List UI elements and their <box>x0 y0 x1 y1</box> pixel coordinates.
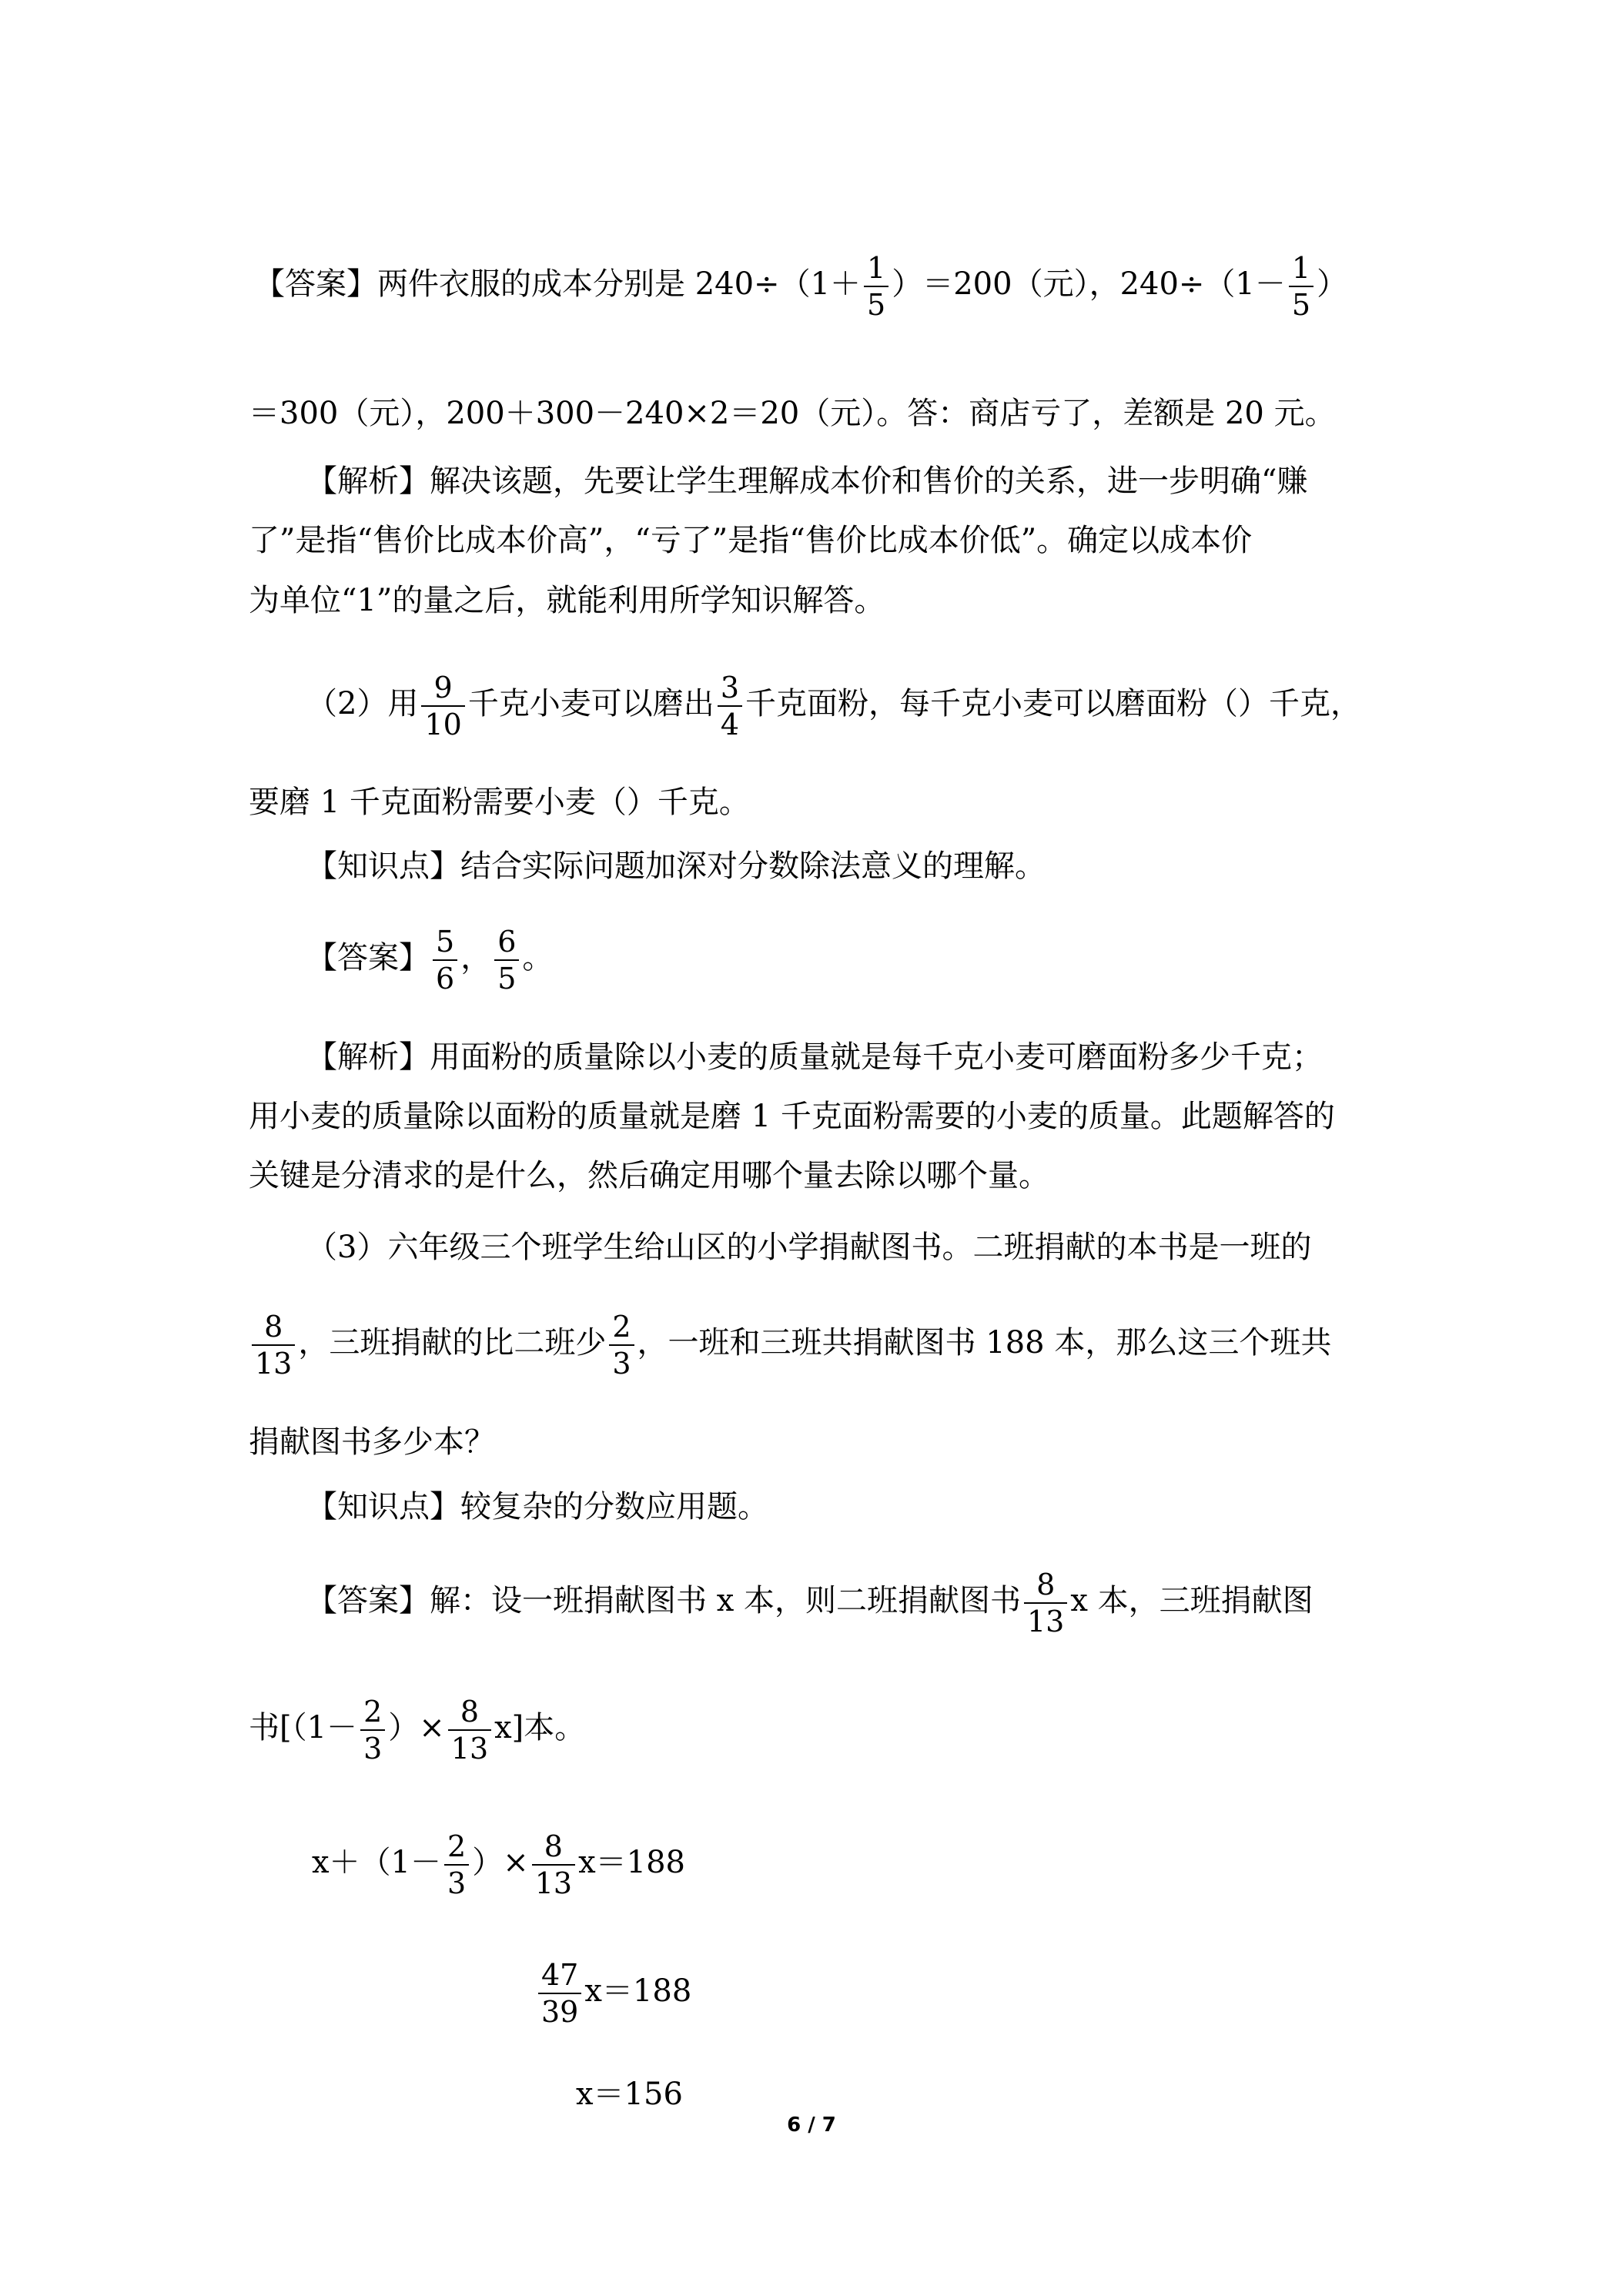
text: 千克面粉，每千克小麦可以磨面粉（）千克， <box>745 686 1361 721</box>
analysis-1-line-1 <box>306 458 1431 504</box>
fraction: $\frac{6}{5}$ <box>494 924 519 996</box>
answer-3-line-2 <box>249 1694 1373 1766</box>
text: 千克小麦可以磨出 <box>467 686 714 721</box>
page-number: 6 / 7 <box>787 2114 836 2137</box>
text: ）× <box>388 1710 445 1745</box>
text: 两件衣服的成本分别是 240÷（1＋ <box>377 266 862 302</box>
answer-tag: 【答案】 <box>306 940 430 976</box>
text: 解：设一班捐献图书 x 本，则二班捐献图书 <box>430 1583 1021 1618</box>
text: ，三班捐献的比二班少 <box>298 1325 607 1361</box>
fraction: $\frac{8}{13}$ <box>532 1829 575 1901</box>
text: x 本，三班捐献图 <box>1070 1583 1313 1618</box>
knowledge-tag: 【知识点】 <box>306 1489 460 1525</box>
text: 解决该题，先要让学生理解成本价和售价的关系，进一步明确“赚 <box>430 464 1308 499</box>
text: x＋（1－ <box>312 1845 442 1880</box>
fraction: $\frac{47}{39}$ <box>538 1957 581 2030</box>
text: 书[（1－ <box>249 1710 358 1745</box>
question-3-line-3: 捐献图书多少本？ <box>249 1424 495 1460</box>
text: ）＝200（元），240÷（1－ <box>892 266 1286 302</box>
text: ， <box>460 940 492 976</box>
knowledge-point-2 <box>306 843 1431 889</box>
fraction: $\frac{2}{3}$ <box>360 1694 385 1766</box>
knowledge-tag: 【知识点】 <box>306 848 460 884</box>
analysis-tag: 【解析】 <box>306 1039 430 1075</box>
fraction: $\frac{8}{13}$ <box>252 1309 295 1381</box>
question-2-line-1 <box>306 670 1431 742</box>
answer-tag: 【答案】 <box>254 266 377 302</box>
equation-line-2 <box>535 1957 1623 2030</box>
fraction: $\frac{8}{13}$ <box>448 1694 491 1766</box>
fraction: $\frac{1}{5}$ <box>864 250 888 323</box>
fraction: $\frac{5}{6}$ <box>433 924 457 996</box>
analysis-2-line-1 <box>306 1034 1431 1080</box>
text: 结合实际问题加深对分数除法意义的理解。 <box>460 848 1046 884</box>
fraction: $\frac{3}{4}$ <box>718 670 742 742</box>
question-2-line-2: 要磨 1 千克面粉需要小麦（）千克。 <box>249 785 750 820</box>
text: x]本。 <box>494 1710 586 1745</box>
answer-tag: 【答案】 <box>306 1583 430 1618</box>
answer-1-line-2: ＝300（元），200＋300－240×2＝20（元）。答：商店亏了，差额是 20 元。 <box>249 396 1336 431</box>
text: ）× <box>472 1845 529 1880</box>
answer-3-line-1 <box>306 1567 1431 1639</box>
fraction: $\frac{2}{3}$ <box>609 1309 634 1381</box>
equation-line-1 <box>312 1829 1436 1901</box>
equation-line-3: x＝156 <box>576 2077 683 2112</box>
text: 用面粉的质量除以小麦的质量就是每千克小麦可磨面粉多少千克； <box>430 1039 1323 1075</box>
question-3-line-1: （3）六年级三个班学生给山区的小学捐献图书。二班捐献的本书是一班的 <box>306 1230 1312 1265</box>
fraction: $\frac{1}{5}$ <box>1289 250 1313 323</box>
fraction: $\frac{9}{10}$ <box>421 670 464 742</box>
analysis-1-line-3: 为单位“1”的量之后，就能利用所学知识解答。 <box>249 583 885 618</box>
answer-1-line-1 <box>254 250 1378 323</box>
fraction: $\frac{8}{13}$ <box>1024 1567 1067 1639</box>
fraction: $\frac{2}{3}$ <box>444 1829 469 1901</box>
text: 。 <box>522 940 554 976</box>
question-3-line-2 <box>249 1309 1373 1381</box>
text: x＝188 <box>584 1973 692 2009</box>
text: ，一班和三班共捐献图书 188 本，那么这三个班共 <box>637 1325 1332 1361</box>
answer-2 <box>306 924 1431 996</box>
text: ） <box>1317 266 1348 302</box>
knowledge-point-3 <box>306 1484 1431 1530</box>
text: x＝188 <box>578 1845 685 1880</box>
text: （2）用 <box>306 686 419 721</box>
analysis-2-line-2: 用小麦的质量除以面粉的质量就是磨 1 千克面粉需要的小麦的质量。此题解答的 <box>249 1099 1335 1134</box>
text: 较复杂的分数应用题。 <box>460 1489 768 1525</box>
analysis-2-line-3: 关键是分清求的是什么，然后确定用哪个量去除以哪个量。 <box>249 1158 1049 1193</box>
analysis-1-line-2: 了”是指“售价比成本价高”，“亏了”是指“售价比成本价低”。确定以成本价 <box>249 523 1253 558</box>
analysis-tag: 【解析】 <box>306 464 430 499</box>
